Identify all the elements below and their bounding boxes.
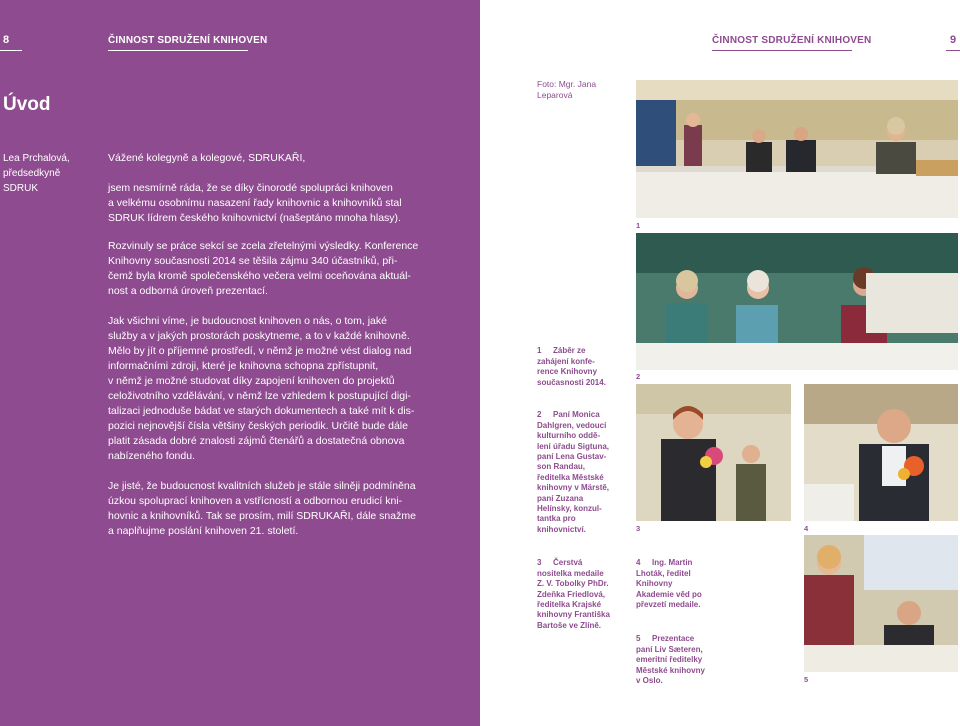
photo-4-image bbox=[804, 384, 958, 521]
photo-1-image bbox=[636, 80, 958, 218]
photo-man-flowers bbox=[804, 384, 958, 521]
paragraph-1: jsem nesmírně ráda, že se díky činorodé spolupráci knihoven a velkému osobnímu nasazení řady knihovnic a knihovníků stal SDRUK lídrem českého knihovnictví (našeptáno mnoha hlasy). bbox=[108, 182, 402, 224]
photo-presentation bbox=[804, 535, 958, 672]
photo-number-2: 2 bbox=[636, 372, 641, 381]
photo-panel-women bbox=[636, 233, 958, 370]
author-byline: Lea Prchalová, předsedkyně SDRUK bbox=[3, 153, 70, 194]
caption-2-text: Paní Monica Dahlgren, vedoucí kulturního oddě- lení úřadu Sigtuna, paní Lena Gustav- son Randau, ředitelka Městské knihovny v Märstě, paní Zuzana Helínsky, konzul- tantka pro knihovnictví. bbox=[537, 410, 610, 534]
header-rule-short-right bbox=[946, 50, 960, 51]
caption-4-text: Ing. Martin Lhoták, ředitel Knihovny Akademie věd po převzetí medaile. bbox=[636, 558, 702, 610]
page-title: Úvod bbox=[3, 94, 51, 115]
salutation: Vážené kolegyně a kolegové, SDRUKAŘI, bbox=[108, 152, 306, 164]
right-page bbox=[480, 0, 960, 726]
caption-3 bbox=[537, 548, 610, 631]
photo-5-image bbox=[804, 535, 958, 672]
header-rule-long-right bbox=[712, 50, 852, 51]
paragraph-4: Je jisté, že budoucnost kvalitních služeb je stále silněji podmíněna úzkou spoluprací knihoven a vstřícností a odbornou erudicí kni- hovnic a knihovníků. Tak se prosím, milí SDRUKAŘI, dále snažme a naplňujme poslání knihoven 21. století. bbox=[108, 480, 416, 537]
page-number-right: 9 bbox=[950, 34, 957, 46]
header-rule-long bbox=[108, 50, 248, 51]
photo-woman-flowers bbox=[636, 384, 791, 521]
caption-4 bbox=[636, 548, 702, 610]
caption-2 bbox=[537, 400, 609, 535]
running-header-left: ČINNOST SDRUŽENÍ KNIHOVEN bbox=[108, 35, 268, 46]
photo-number-3: 3 bbox=[636, 524, 641, 533]
caption-1-number: 1 bbox=[537, 346, 542, 356]
photo-number-4: 4 bbox=[804, 524, 809, 533]
caption-1 bbox=[537, 336, 606, 388]
caption-5 bbox=[636, 624, 705, 686]
caption-1-text: Záběr ze zahájení konfe- rence Knihovny současnosti 2014. bbox=[537, 346, 606, 387]
caption-5-text: Prezentace paní Liv Sæteren, emeritní ředitelky Městské knihovny v Oslo. bbox=[636, 634, 705, 686]
photo-credit: Foto: Mgr. Jana Leparová bbox=[537, 79, 597, 100]
page-number-left: 8 bbox=[3, 34, 10, 46]
running-header-right: ČINNOST SDRUŽENÍ KNIHOVEN bbox=[712, 35, 872, 46]
photo-2-image bbox=[636, 233, 958, 370]
caption-2-number: 2 bbox=[537, 410, 542, 420]
caption-4-number: 4 bbox=[636, 558, 641, 568]
caption-3-text: Čerstvá nositelka medaile Z. V. Tobolky PhDr. Zdeňka Friedlová, ředitelka Krajské knihovny Františka Bartoše ve Zlíně. bbox=[537, 558, 610, 630]
paragraph-2: Rozvinuly se práce sekcí se zcela zřetelnými výsledky. Konference Knihovny současnosti 2014 se těšila zájmu 340 účastníků, při- čemž byla kromě společenského večera velmi oceňována aktuál- nost a odborná úroveň prezentací. bbox=[108, 240, 419, 297]
photo-number-1: 1 bbox=[636, 221, 641, 230]
caption-3-number: 3 bbox=[537, 558, 542, 568]
caption-5-number: 5 bbox=[636, 634, 641, 644]
photo-3-image bbox=[636, 384, 791, 521]
paragraph-3: Jak všichni víme, je budoucnost knihoven o nás, o tom, jaké služby a v jakých prostorách poskytneme, a to v každé knihovně. Mělo by jít o příjemné prostředí, v němž je možné vést dialog nad informačními zdroji, které je knihovna schopna zpřístupnit, v němž je možné studovat díky zapojení knihoven do projektů celoživotního vzdělávání, v němž lze vzhledem k postupující digi- talizaci jednoduše bádat ve starých dokumentech a také mít k dis- pozici nejnovější čísla většiny českých periodik. Určitě bude dále platit zásada dobré znalosti zájmů čtenářů a dostatečná obnova nabízeného fondu. bbox=[108, 315, 415, 462]
photo-conference-panel bbox=[636, 80, 958, 218]
photo-number-5: 5 bbox=[804, 675, 809, 684]
header-rule-short bbox=[0, 50, 22, 51]
